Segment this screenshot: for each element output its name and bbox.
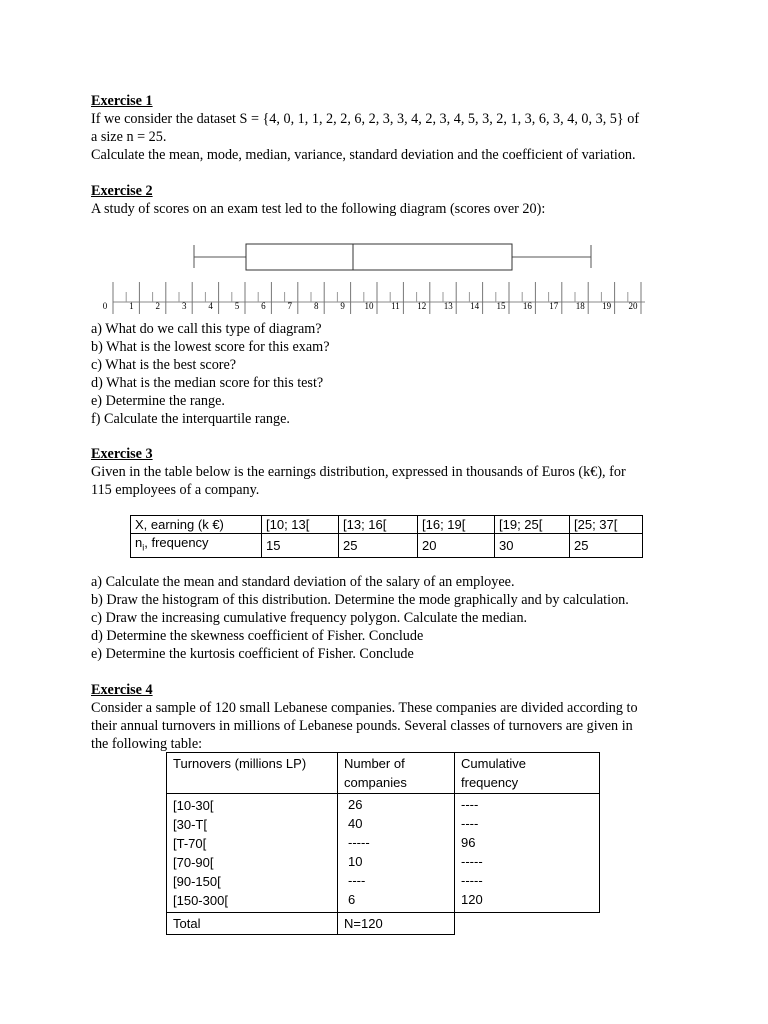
earnings-class-cell: [25; 37[ — [570, 516, 643, 534]
frequency-cell: 30 — [495, 534, 570, 558]
earnings-header-cell: X, earning (k €) — [131, 516, 262, 534]
exercise-2-question-a: a) What do we call this type of diagram? — [91, 321, 322, 337]
axis-label: 20 — [628, 301, 638, 311]
axis-label: 16 — [522, 301, 532, 311]
earnings-class-cell: [13; 16[ — [339, 516, 418, 534]
exercise-3-line-1: Given in the table below is the earnings distribution, expressed in thousands of Euros (k€), for — [91, 464, 626, 480]
exercise-3-question-b: b) Draw the histogram of this distribution. Determine the mode graphically and by calculation. — [91, 592, 629, 608]
exercise-1-line-3: Calculate the mean, mode, median, variance, standard deviation and the coefficient of variation. — [91, 147, 636, 163]
companies-header-cell: Number of companies — [338, 753, 455, 794]
axis-label: 14 — [470, 301, 480, 311]
exercise-3-question-a: a) Calculate the mean and standard deviation of the salary of an employee. — [91, 574, 515, 590]
axis-label: 10 — [364, 301, 374, 311]
exercise-2-questions — [91, 320, 330, 428]
turnover-classes-cell: [10-30[ [30-T[ [T-70[ [70-90[ [90-150[ [150-300[ — [167, 794, 338, 913]
companies-count-cell: 26 40 ----- 10 ---- 6 — [338, 794, 455, 913]
axis-label: 17 — [549, 301, 559, 311]
exercise-4-line-2: their annual turnovers in millions of Lebanese pounds. Several classes of turnovers are given in — [91, 718, 633, 734]
axis-label: 19 — [602, 301, 612, 311]
frequency-header-cell: $n_i$, frequency — [131, 534, 262, 558]
box-plot-diagram — [0, 0, 768, 330]
frequency-cell: 20 — [418, 534, 495, 558]
cumulative-frequency-cell: ---- ---- 96 ----- ----- 120 — [455, 794, 600, 913]
earnings-table — [130, 515, 643, 558]
turnover-total-row — [167, 913, 600, 935]
exercise-3-header — [91, 445, 626, 499]
exercise-4-line-3: the following table: — [91, 736, 203, 752]
frequency-cell: 25 — [570, 534, 643, 558]
exercise-3-questions — [91, 573, 629, 663]
turnover-header-row — [167, 753, 600, 794]
exercise-4-header — [91, 681, 638, 753]
axis-label: 15 — [496, 301, 506, 311]
exercise-1-line-2: a size n = 25. — [91, 129, 167, 145]
axis-label: 18 — [575, 301, 585, 311]
exercise-3-question-c: c) Draw the increasing cumulative frequency polygon. Calculate the median. — [91, 610, 528, 626]
earnings-class-cell: [19; 25[ — [495, 516, 570, 534]
box-plot-box — [246, 244, 512, 270]
axis-label: 9 — [340, 301, 345, 311]
exercise-1-title: Exercise 1 — [91, 93, 153, 109]
axis-label: 3 — [181, 301, 187, 311]
turnover-table — [166, 752, 600, 935]
axis-label: 6 — [261, 301, 266, 311]
axis-label: 8 — [313, 301, 319, 311]
frequency-cell: 15 — [262, 534, 339, 558]
exercise-1-line-1: If we consider the dataset S = {4, 0, 1, 1, 2, 2, 6, 2, 3, 3, 4, 2, 3, 4, 5, 3, 2, 1, 3, 6, 3, 4, 0, 3, 5} of — [91, 111, 640, 127]
exercise-4-title: Exercise 4 — [91, 682, 153, 698]
cumulative-header-cell: Cumulative frequency — [455, 753, 600, 794]
axis-label: 7 — [287, 301, 293, 311]
turnover-body-row — [167, 794, 600, 913]
total-value-cell: N=120 — [338, 913, 455, 935]
exercise-3-title: Exercise 3 — [91, 446, 153, 462]
frequency-cell: 25 — [339, 534, 418, 558]
exercise-3-question-e: e) Determine the kurtosis coefficient of Fisher. Conclude — [91, 646, 414, 662]
axis-label: 1 — [129, 301, 134, 311]
exercise-2-question-f: f) Calculate the interquartile range. — [91, 411, 290, 427]
exercise-2-title: Exercise 2 — [91, 183, 153, 199]
exercise-2-question-b: b) What is the lowest score for this exam? — [91, 339, 330, 355]
earnings-row — [131, 516, 643, 534]
exercise-2-intro: A study of scores on an exam test led to the following diagram (scores over 20): — [91, 201, 546, 217]
frequency-row — [131, 534, 643, 558]
score-axis — [103, 282, 641, 314]
earnings-class-cell: [16; 19[ — [418, 516, 495, 534]
axis-label: 5 — [234, 301, 240, 311]
exercise-4-line-1: Consider a sample of 120 small Lebanese companies. These companies are divided according to — [91, 700, 638, 716]
earnings-class-cell: [10; 13[ — [262, 516, 339, 534]
axis-label: 13 — [443, 301, 453, 311]
axis-label: 0 — [102, 301, 108, 311]
exercise-2-question-d: d) What is the median score for this test? — [91, 375, 324, 391]
turnover-header-cell: Turnovers (millions LP) — [167, 753, 338, 794]
axis-label: 11 — [391, 301, 400, 311]
exercise-3-line-2: 115 employees of a company. — [91, 482, 260, 498]
total-label-cell: Total — [167, 913, 338, 935]
axis-label: 12 — [417, 301, 427, 311]
axis-label: 4 — [208, 301, 213, 311]
exercise-2-question-c: c) What is the best score? — [91, 357, 237, 373]
axis-label: 2 — [155, 301, 161, 311]
exercise-3-question-d: d) Determine the skewness coefficient of Fisher. Conclude — [91, 628, 424, 644]
exercise-2-question-e: e) Determine the range. — [91, 393, 225, 409]
